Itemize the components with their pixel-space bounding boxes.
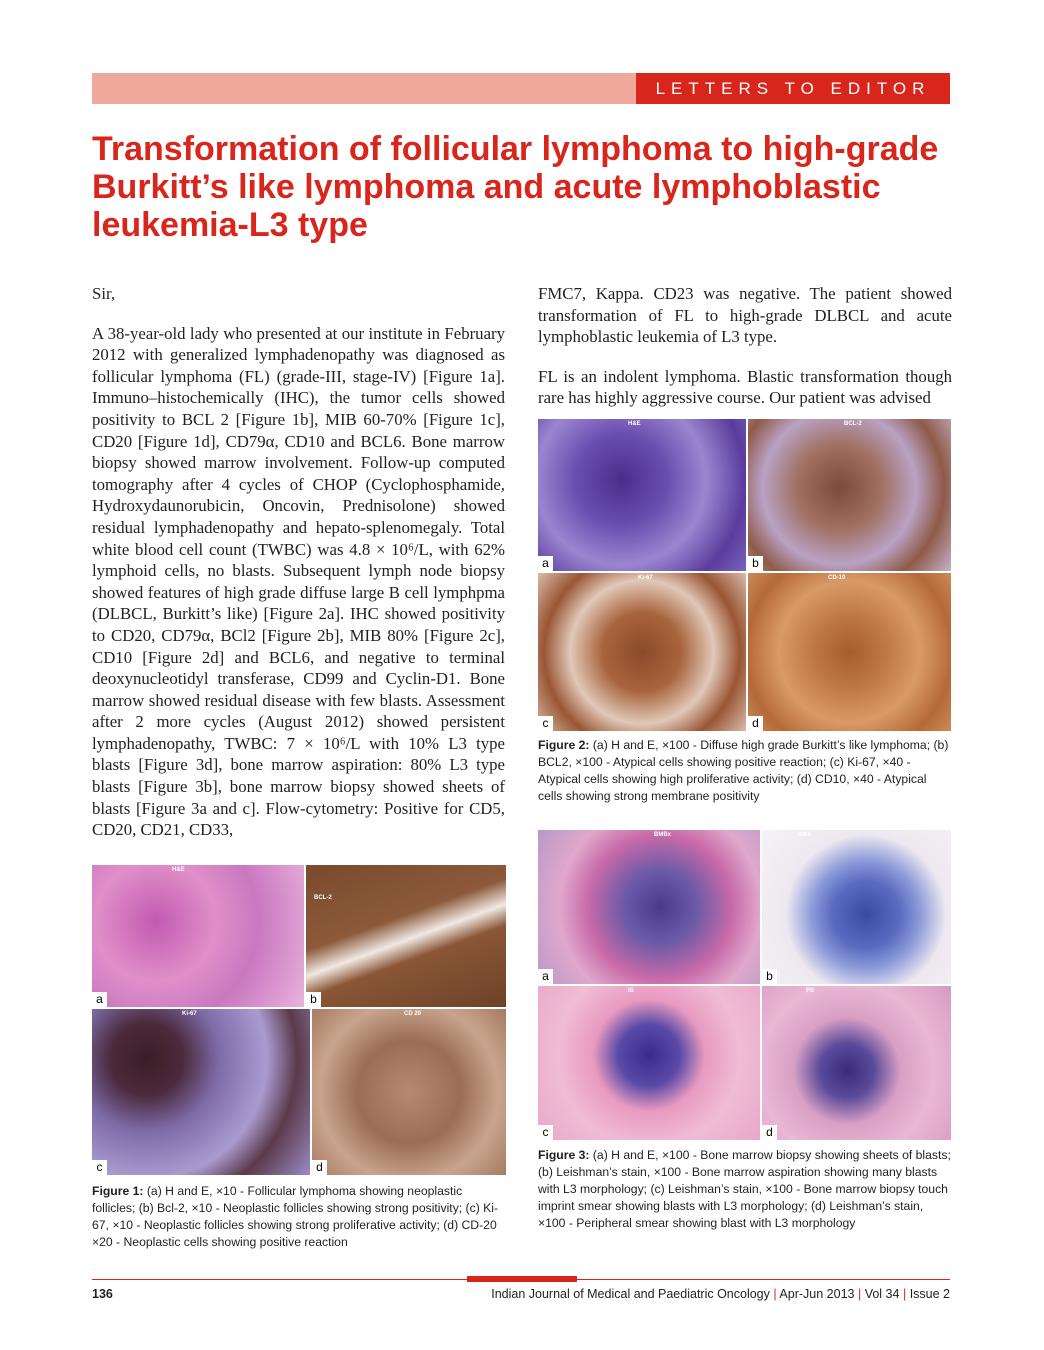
panel-tag: BMBx [654, 832, 672, 838]
figure-1-caption [92, 1183, 507, 1251]
figure-1-panel-d [312, 1009, 506, 1175]
figure-1-panel-c [92, 1009, 310, 1175]
figure-2-panel-c [538, 573, 746, 731]
panel-letter: c [538, 1125, 553, 1140]
body-paragraph: FL is an indolent lymphoma. Blastic transformation though rare has highly aggressive course. Our patient was advised [538, 366, 952, 408]
text-column-right [538, 283, 952, 427]
footer-accent-bar [467, 1276, 577, 1282]
panel-letter: c [538, 716, 553, 731]
figure-2-caption [538, 737, 952, 805]
text-column-left [92, 283, 505, 859]
panel-tag: IS [628, 988, 634, 994]
issue-date: Apr-Jun 2013 [779, 1287, 855, 1301]
figure-3 [538, 830, 951, 1140]
panel-letter: b [306, 992, 321, 1007]
figure-3-panel-d [762, 986, 951, 1140]
panel-tag: CD 20 [404, 1011, 422, 1017]
panel-tag: CD-10 [828, 575, 846, 581]
figure-3-panel-b [762, 830, 951, 984]
panel-letter: a [92, 992, 107, 1007]
panel-tag: Ki-67 [182, 1011, 197, 1017]
separator: | [857, 1287, 862, 1301]
figure-2-panel-d [748, 573, 951, 731]
panel-tag: H&E [172, 867, 185, 873]
caption-text: (a) H and E, ×100 - Bone marrow biopsy showing sheets of blasts; (b) Leishman’s stain, ×100 - Bone marrow aspiration showing many blasts with L3 morphology; (c) Leishman’s stain, ×100 - Bone marrow biopsy touch imprint smear showing blasts with L3 morphology; (d) Leishman’s stain, ×100 - Peripheral smear showing blast with L3 morphology [538, 1148, 951, 1230]
panel-tag: BMA [798, 832, 812, 838]
caption-label: Figure 3: [538, 1148, 590, 1162]
figure-2-panel-b [748, 419, 951, 571]
separator: | [902, 1287, 907, 1301]
figure-3-panel-c [538, 986, 760, 1140]
body-paragraph: A 38-year-old lady who presented at our institute in February 2012 with generalized lymphadenopathy was diagnosed as follicular lymphoma (FL) (grade-III, stage-IV) [Figure 1a]. Immuno–histochemically (IHC), the tumor cells showed positivity to BCL 2 [Figure 1b], MIB 60-70% [Figure 1c], CD20 [Figure 1d], CD79α, CD10 and BCL6. Bone marrow biopsy showed marrow involvement. Follow-up computed tomography after 4 cycles of CHOP (Cyclophosphamide, Hydroxydaunorubicin, Oncovin, Prednisolone) showed residual lymphadenopathy and hepato-splenomegaly. Total white blood cell count (TWBC) was 4.8 × 10⁶/L, with 62% lymphoid cells, no blasts. Subsequent lymph node biopsy showed features of high grade diffuse large B cell lymphpma (DLBCL, Burkitt’s like) [Figure 2a]. IHC showed positivity to CD20, CD79α, BCl2 [Figure 2b], MIB 80% [Figure 2c], CD10 [Figure 2d] and BCL6, and negative to terminal deoxynucleotidyl transferase, CD99 and Cyclin-D1. Bone marrow showed residual disease with few blasts. Assessment after 2 more cycles (August 2012) showed persistent lymphadenopathy, TWBC: 7 × 10⁶/L with 10% L3 type blasts [Figure 3d], bone marrow aspiration: 80% L3 type blasts [Figure 3b], bone marrow biopsy showed sheets of blasts [Figure 3a and c]. Flow-cytometry: Positive for CD5, CD20, CD21, CD33, [92, 323, 505, 840]
caption-text: (a) H and E, ×100 - Diffuse high grade Burkitt’s like lymphoma; (b) BCL2, ×100 - Atypical cells showing positive reaction; (c) Ki-67, ×40 - Atypical cells showing high proliferative activity; (d) CD10, ×40 - Atypical cells showing strong membrane positivity [538, 738, 949, 803]
panel-letter: d [312, 1160, 327, 1175]
figure-1-panel-a [92, 865, 304, 1007]
issue: Issue 2 [909, 1287, 950, 1301]
caption-label: Figure 2: [538, 738, 590, 752]
panel-tag: Ki-67 [638, 575, 653, 581]
figure-2 [538, 419, 951, 731]
panel-letter: c [92, 1160, 107, 1175]
figure-1 [92, 865, 506, 1175]
section-label: LETTERS TO EDITOR [636, 73, 950, 104]
panel-tag: H&E [628, 421, 641, 427]
salutation: Sir, [92, 284, 116, 303]
separator: | [773, 1287, 777, 1301]
journal-citation [491, 1287, 950, 1301]
figure-3-panel-a [538, 830, 760, 984]
panel-tag: BCL-2 [314, 895, 332, 901]
panel-letter: d [762, 1125, 777, 1140]
page-number: 136 [92, 1287, 113, 1301]
article-title: Transformation of follicular lymphoma to high-grade Burkitt’s like lymphoma and acute lymphoblastic leukemia-L3 type [92, 130, 939, 244]
volume: Vol 34 [864, 1287, 900, 1301]
body-paragraph-continued: FMC7, Kappa. CD23 was negative. The patient showed transformation of FL to high-grade DLBCL and acute lymphoblastic leukemia of L3 type. [538, 284, 952, 347]
figure-2-panel-a [538, 419, 746, 571]
figure-1-panel-b [306, 865, 506, 1007]
panel-letter: b [748, 556, 763, 571]
panel-letter: d [748, 716, 763, 731]
journal-name: Indian Journal of Medical and Paediatric Oncology [491, 1287, 770, 1301]
panel-letter: b [762, 969, 777, 984]
panel-letter: a [538, 969, 553, 984]
panel-tag: BCL-2 [844, 421, 862, 427]
figure-3-caption [538, 1147, 952, 1232]
panel-tag: PS [806, 988, 815, 994]
caption-label: Figure 1: [92, 1184, 144, 1198]
panel-letter: a [538, 556, 553, 571]
caption-text: (a) H and E, ×10 - Follicular lymphoma showing neoplastic follicles; (b) Bcl-2, ×10 - Neoplastic follicles showing strong positivity; (c) Ki-67, ×10 - Neoplastic follicles showing strong proliferative activity; (d) CD-20 ×20 - Neoplastic cells showing positive reaction [92, 1184, 499, 1249]
